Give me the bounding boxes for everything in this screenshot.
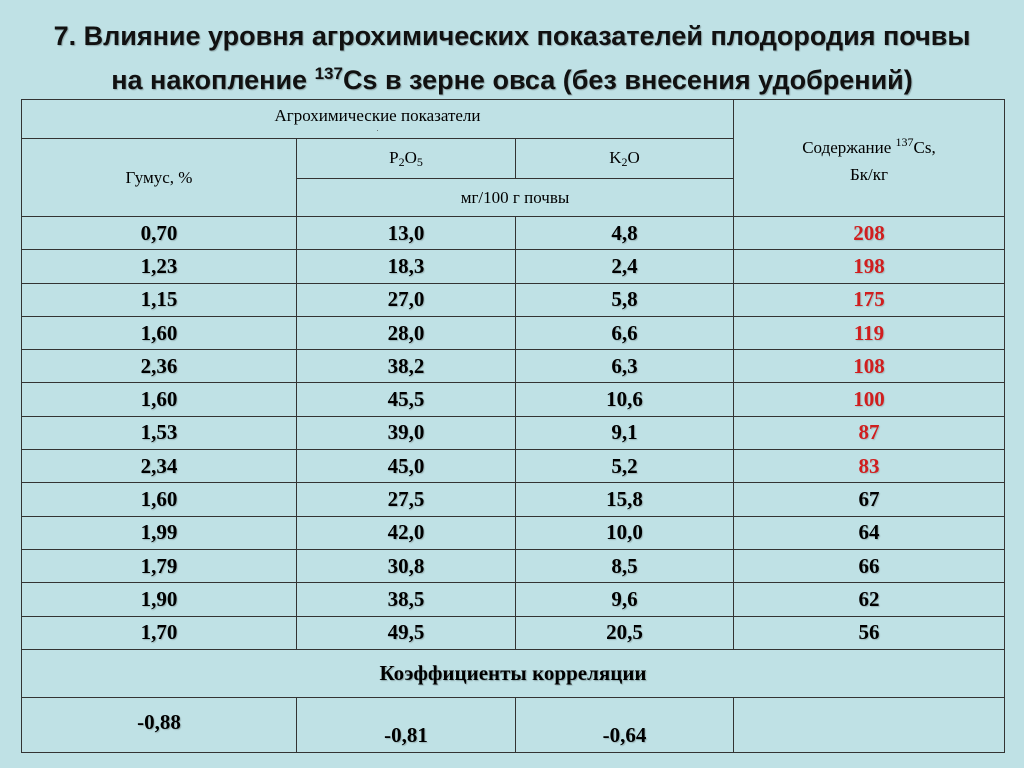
- cs-cell: 208: [734, 217, 1005, 250]
- cs-cell: 100: [734, 383, 1005, 416]
- k2o-cell: 4,8: [516, 217, 734, 250]
- table-row: [22, 616, 1005, 649]
- cs-header-pre: Содержание: [802, 137, 896, 157]
- cs-cell: 62: [734, 583, 1005, 616]
- table-row: [22, 483, 1005, 516]
- humus-cell: 1,60: [22, 483, 297, 516]
- table-row: [22, 583, 1005, 616]
- p2o5-cell: 18,3: [297, 250, 516, 283]
- p2o5-cell: 38,2: [297, 350, 516, 383]
- humus-cell: 1,23: [22, 250, 297, 283]
- k2o-cell: 15,8: [516, 483, 734, 516]
- k2o-cell: 6,6: [516, 316, 734, 349]
- humus-cell: 2,36: [22, 350, 297, 383]
- table-row: [22, 283, 1005, 316]
- cs-cell: 66: [734, 549, 1005, 582]
- cs-header-post: Cs,: [913, 137, 936, 157]
- table-row: [22, 416, 1005, 449]
- correlation-label: Коэффициенты корреляции: [22, 649, 1005, 697]
- p2o5-cell: 27,0: [297, 283, 516, 316]
- humus-cell: 2,34: [22, 450, 297, 483]
- corr-humus-cell: -0,88: [22, 697, 297, 752]
- humus-header-label: Гумус, %: [125, 167, 193, 187]
- corr-cs-cell: [734, 697, 1005, 752]
- table-row: [22, 217, 1005, 250]
- k2o-o: O: [627, 147, 640, 167]
- p2o5-cell: 42,0: [297, 516, 516, 549]
- humus-cell: 1,99: [22, 516, 297, 549]
- k2o-cell: 9,6: [516, 583, 734, 616]
- correlation-header-row: [22, 649, 1005, 697]
- cs-cell: 175: [734, 283, 1005, 316]
- cs-header-mass: 137: [895, 134, 914, 149]
- p2o5-cell: 27,5: [297, 483, 516, 516]
- cs-cell: 87: [734, 416, 1005, 449]
- title-line-2: [0, 55, 1024, 99]
- k2o-cell: 10,6: [516, 383, 734, 416]
- p2o5-sub-2: 2: [398, 154, 405, 169]
- p2o5-cell: 45,0: [297, 450, 516, 483]
- k2o-cell: 9,1: [516, 416, 734, 449]
- table-row: [22, 316, 1005, 349]
- cs-cell: 56: [734, 616, 1005, 649]
- title-isotope-mass: 137: [314, 64, 343, 83]
- p2o5-cell: 49,5: [297, 616, 516, 649]
- units-header-cell: [297, 179, 734, 217]
- correlation-row: [22, 697, 1005, 752]
- cs-cell: 119: [734, 316, 1005, 349]
- humus-cell: 1,53: [22, 416, 297, 449]
- agro-header-mark: .: [376, 124, 379, 133]
- p2o5-o: O: [404, 147, 417, 167]
- k2o-k: K: [609, 147, 622, 167]
- title-line-2-post: Cs в зерне овса (без внесения удобрений): [342, 65, 913, 95]
- corr-p2o5-cell: -0,81: [297, 697, 516, 752]
- humus-cell: 1,70: [22, 616, 297, 649]
- corr-k2o-cell: -0,64: [516, 697, 734, 752]
- k2o-cell: 5,2: [516, 450, 734, 483]
- agro-header-cell: [22, 100, 734, 139]
- p2o5-cell: 28,0: [297, 316, 516, 349]
- humus-cell: 1,90: [22, 583, 297, 616]
- cs-cell: 108: [734, 350, 1005, 383]
- k2o-cell: 10,0: [516, 516, 734, 549]
- units-header-label: мг/100 г почвы: [460, 187, 570, 207]
- cs-header-cell: [734, 100, 1005, 217]
- humus-cell: 1,60: [22, 383, 297, 416]
- cs-cell: 64: [734, 516, 1005, 549]
- table-row: [22, 450, 1005, 483]
- k2o-sub-2: 2: [621, 154, 628, 169]
- k2o-cell: 2,4: [516, 250, 734, 283]
- header-row-1: [22, 100, 1005, 139]
- p2o5-cell: 38,5: [297, 583, 516, 616]
- k2o-header-cell: [516, 139, 734, 179]
- table-row: [22, 250, 1005, 283]
- cs-header-line-1: [734, 129, 1004, 161]
- p2o5-header-cell: [297, 139, 516, 179]
- k2o-cell: 6,3: [516, 350, 734, 383]
- title-line-2-pre: на накопление: [111, 65, 315, 95]
- agro-header-label: Агрохимические показатели: [274, 106, 481, 125]
- humus-header-cell: [22, 139, 297, 217]
- table-row: [22, 383, 1005, 416]
- cs-cell: 83: [734, 450, 1005, 483]
- p2o5-cell: 39,0: [297, 416, 516, 449]
- humus-cell: 1,15: [22, 283, 297, 316]
- k2o-cell: 20,5: [516, 616, 734, 649]
- p2o5-cell: 30,8: [297, 549, 516, 582]
- p2o5-cell: 13,0: [297, 217, 516, 250]
- table-row: [22, 516, 1005, 549]
- table-row: [22, 350, 1005, 383]
- cs-cell: 67: [734, 483, 1005, 516]
- humus-cell: 1,60: [22, 316, 297, 349]
- p2o5-cell: 45,5: [297, 383, 516, 416]
- cs-header-unit: Бк/кг: [850, 164, 888, 184]
- cs-cell: 198: [734, 250, 1005, 283]
- data-table: [21, 99, 1005, 753]
- k2o-cell: 5,8: [516, 283, 734, 316]
- p2o5-p: P: [389, 147, 399, 167]
- humus-cell: 1,79: [22, 549, 297, 582]
- p2o5-sub-5: 5: [416, 154, 423, 169]
- table-row: [22, 549, 1005, 582]
- slide-title: [0, 18, 1024, 99]
- title-line-1: 7. Влияние уровня агрохимических показателей плодородия почвы: [53, 21, 971, 51]
- humus-cell: 0,70: [22, 217, 297, 250]
- k2o-cell: 8,5: [516, 549, 734, 582]
